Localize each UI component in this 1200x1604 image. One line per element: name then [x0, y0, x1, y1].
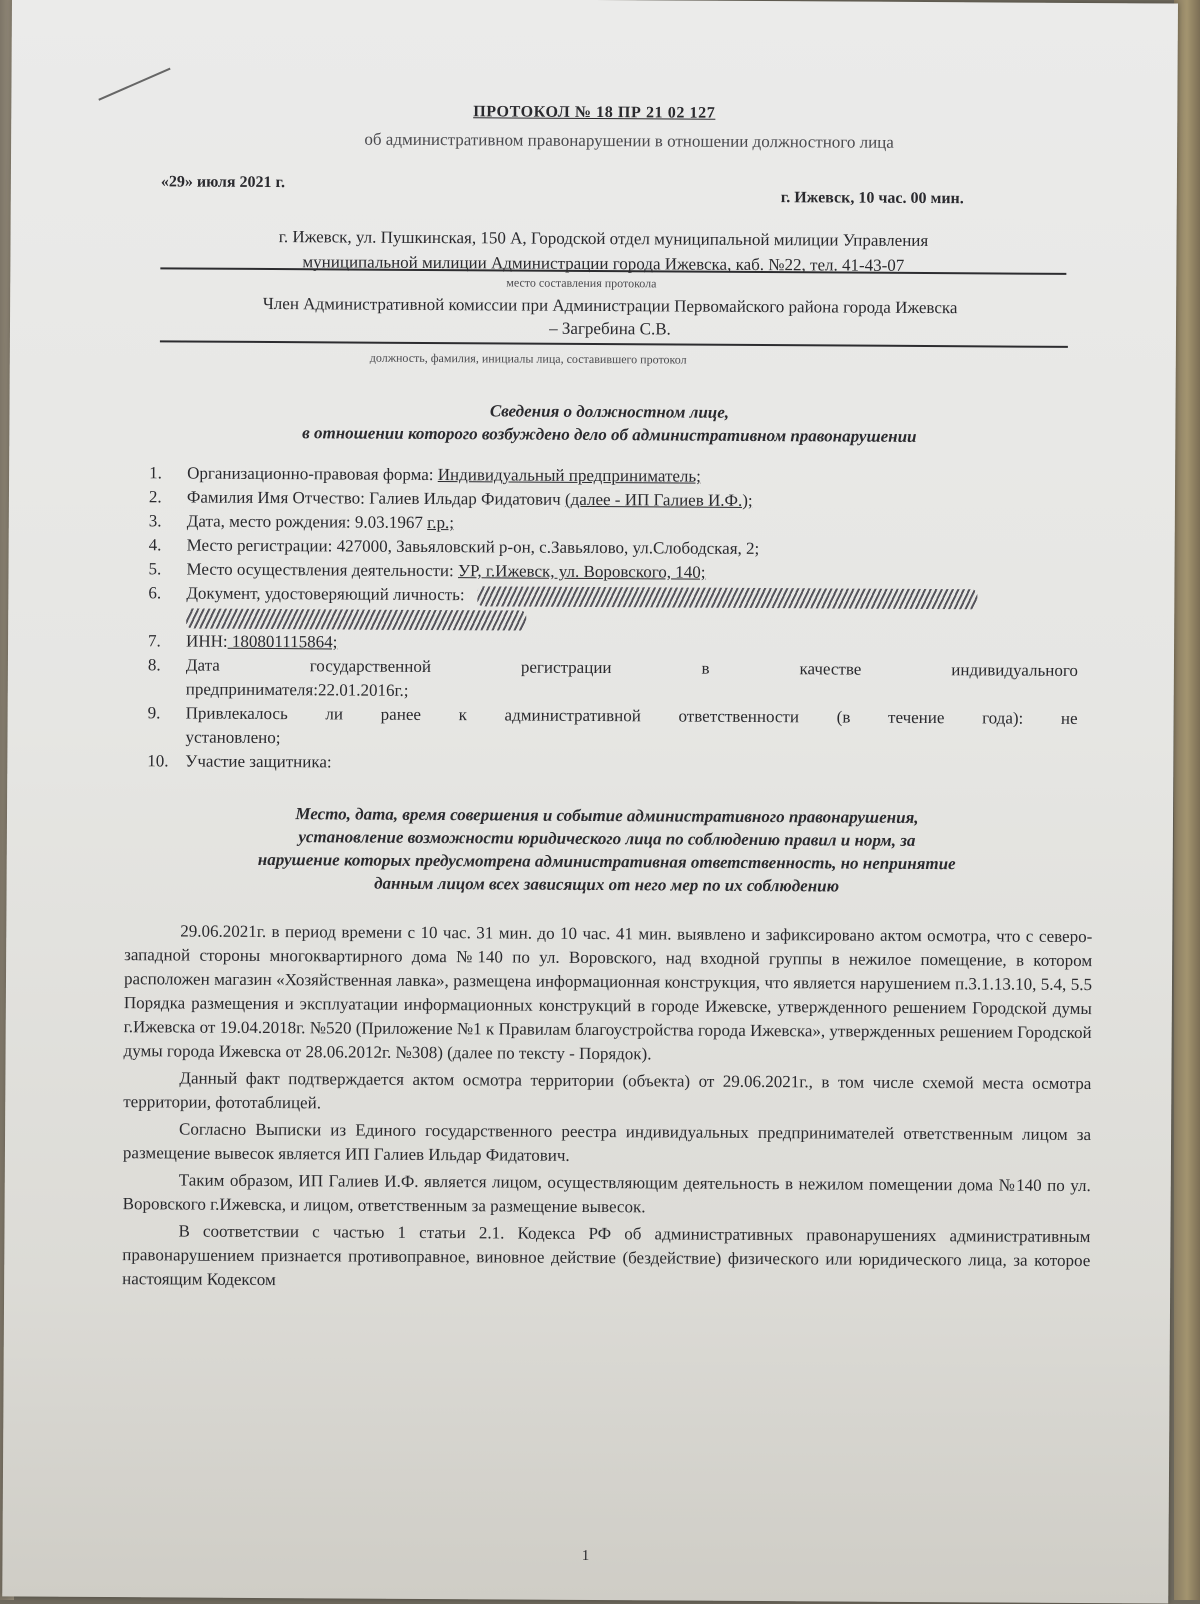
paragraph: Данный факт подтверждается актом осмотра территории (объекта) от 29.06.2021г., в том числе схемой места осмотра территории, фототаблицей. [123, 1068, 1092, 1113]
redacted-document-scribble [477, 586, 977, 609]
event-section-title-line-3: нарушение которых предусмотрена административная ответственность, но непринятие [257, 849, 956, 874]
official-line-1: Член Административной комиссии при Администрации Первомайского района города Ижевска [262, 293, 958, 318]
person-section-title [129, 397, 1089, 449]
document-page [2, 0, 1178, 1604]
person-section-title-line-2: в отношении которого возбуждено дело об административном правонарушении [302, 423, 917, 446]
list-item: 9. Привлекалось ли ранее к административной ответственности (в течение года): не установлено; [147, 703, 1078, 748]
event-section-title-line-4: данным лицом всех зависящих от него мер по их соблюдению [374, 873, 840, 896]
list-item: 8. Дата государственной регистрации в качестве индивидуального предпринимателя:22.01.2016г.; [147, 655, 1078, 700]
paragraph: Согласно Выписки из Единого государственного реестра индивидуальных предпринимателей ответственным лицом за размещение вывесок является ИП Галиев Ильдар Фидатович. [122, 1119, 1092, 1165]
protocol-body [122, 919, 1092, 1300]
background-right [1174, 0, 1200, 1600]
document-subtitle: об административном правонарушении в отношении должностного лица [364, 129, 894, 152]
paragraph: Таким образом, ИП Галиев И.Ф. является лицом, осуществляющим деятельность в нежилом помещении дома №140 по ул. Воровского г.Ижевска, и лицом, ответственным за размещение вывесок. [122, 1170, 1091, 1217]
list-item: 10. Участие защитника: [147, 751, 332, 772]
list-item: 6. Документ, удостоверяющий личность: [148, 581, 1078, 635]
person-section-title-line-1: Сведения о должностном лице, [489, 401, 730, 422]
redacted-document-scribble-2 [186, 609, 526, 631]
list-item: 7. ИНН: 180801115864; [148, 631, 338, 652]
list-item: 3. Дата, место рождения: 9.03.1967 г.р.; [148, 511, 455, 533]
place-line-2: муниципальной милиции Администрации города Ижевска, каб. №22, тел. 41-43-07 [302, 252, 905, 275]
protocol-date: «29» июля 2021 г. [160, 173, 286, 192]
paragraph: 29.06.2021г. в период времени с 10 час. 31 мин. до 10 час. 41 мин. выявлено и зафиксировано актом осмотра, что с северо-западной стороны многоквартирного дома №140 по ул. Воровского, над входной группы в нежилое помещение, в котором расположен магазин «Хозяйственная лавка», размещена информационная конструкция, что является нарушением п.3.1.13.10, 5.4, 5.5 Порядка размещения и эксплуатации информационных конструкций в городе Ижевске, утвержденного решением Городской думы г.Ижевска от 19.04.2018г. №520 (Приложение №1 к Правилам благоустройства города Ижевска», утвержденных решением Городской думы города Ижевска от 28.06.2012г. №308) (далее по тексту - Порядок). [123, 921, 1093, 1064]
place-line-1: г. Ижевск, ул. Пушкинская, 150 А, Городской отдел муниципальной милиции Управления [278, 227, 929, 251]
page-number: 1 [581, 1547, 590, 1564]
list-item: 4. Место регистрации: 427000, Завьяловский р-он, с.Завьялово, ул.Слободская, 2; [148, 535, 760, 559]
official-caption: должность, фамилия, инициалы лица, составившего протокол [369, 350, 687, 367]
list-item: 1. Организационно-правовая форма: Индивидуальный предприниматель; [149, 463, 701, 486]
event-section-title-line-2: установление возможности юридического лица по соблюдению правил и норм, за [298, 827, 916, 850]
document-title: ПРОТОКОЛ № 18 ПР 21 02 127 [473, 103, 716, 122]
protocol-place-time: г. Ижевск, 10 час. 00 мин. [780, 189, 964, 208]
official-line-2: – Загребина С.В. [549, 318, 671, 339]
paragraph: В соответствии с частью 1 статьи 2.1. Кодекса РФ об административных правонарушениях административным правонарушением признается противоправное, виновное действие (бездействие) физического или юридического лица, за которое настоящим Кодексом [122, 1221, 1091, 1290]
official-info [150, 291, 1070, 343]
list-item: 2. Фамилия Имя Отчество: Галиев Ильдар Фидатович (далее - ИП Галиев И.Ф.); [148, 487, 753, 510]
place-caption: место составления протокола [506, 275, 657, 291]
event-section-title-line-1: Место, дата, время совершения и событие административного правонарушения, [295, 804, 919, 827]
person-details-list [147, 461, 1079, 779]
pen-mark [98, 68, 170, 101]
list-item: 5. Место осуществления деятельности: УР, г.Ижевск, ул. Воровского, 140; [148, 559, 706, 582]
event-section-title [127, 801, 1088, 899]
